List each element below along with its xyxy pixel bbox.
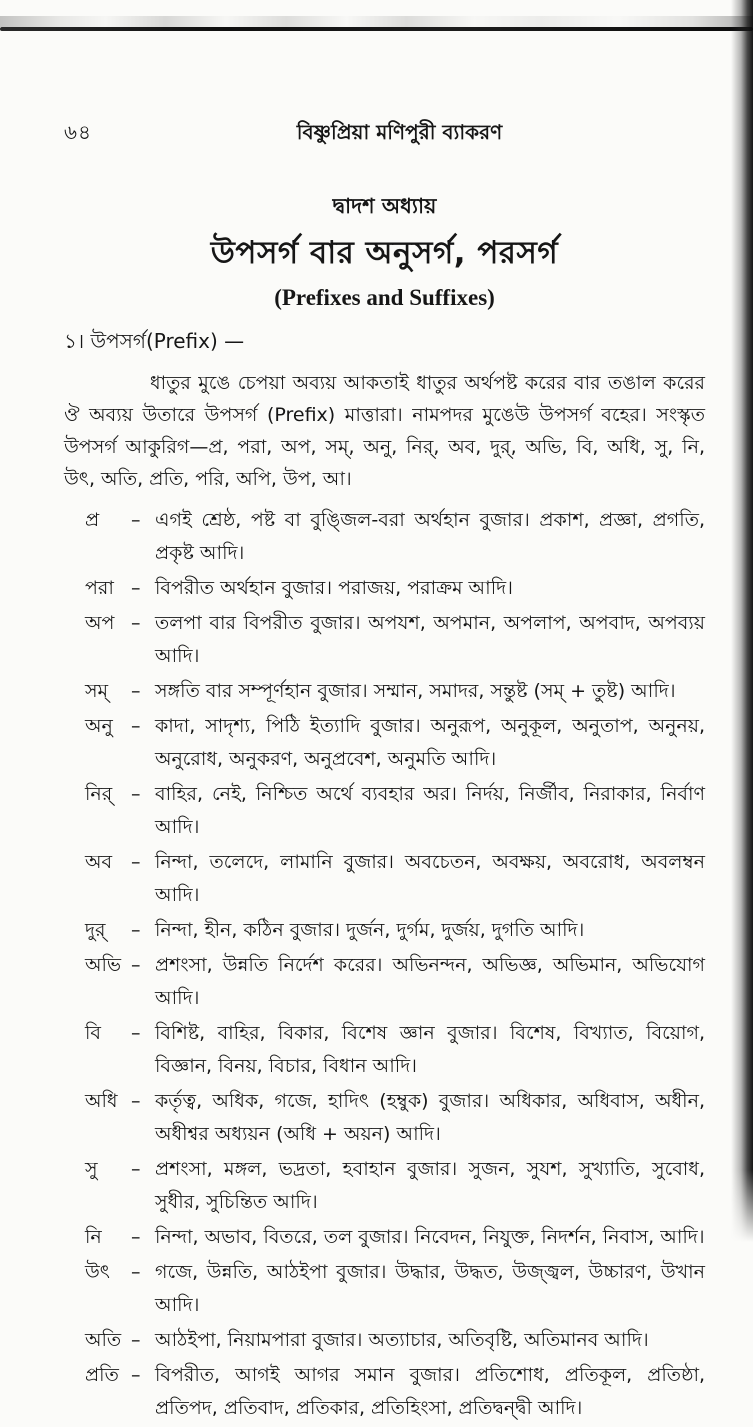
chapter-subtitle: (Prefixes and Suffixes) [274, 285, 495, 310]
dash-separator: – [131, 1090, 141, 1112]
prefix-definition: নিন্দা, হীন, কঠিন বুজার। দুর্জন, দুর্গম, দুর্জয়, দুগতি আদি। [155, 919, 585, 941]
prefix-term: প্রতি [85, 1364, 119, 1386]
prefix-entry [85, 778, 705, 844]
prefix-term: প্র [85, 509, 100, 531]
prefix-term: বি [85, 1022, 102, 1044]
prefix-definition: নিন্দা, অভাব, বিতরে, তল বুজার। নিবেদন, নিযুক্ত, নিদর্শন, নিবাস, আদি। [155, 1226, 705, 1248]
page-header [64, 118, 705, 152]
prefix-entry [85, 1085, 705, 1151]
chapter-title: উপসর্গ বার অনুসর্গ, পরসর্গ [210, 235, 559, 271]
prefix-definition: গজে, উন্নতি, আঠইপা বুজার। উদ্ধার, উদ্ধত, উজ্জ্বল, উচ্চারণ, উখান আদি। [155, 1261, 705, 1316]
prefix-entry [85, 914, 705, 947]
prefix-term: পরা [85, 577, 114, 599]
prefix-definition: বিশিষ্ট, বাহির, বিকার, বিশেষ জ্ঞান বুজার। বিশেষ, বিখ্যাত, বিয়োগ, বিজ্ঞান, বিনয়, বিচার, বিধান আদি। [155, 1022, 705, 1077]
chapter-kicker: দ্বাদশ অধ্যায় [332, 194, 437, 218]
dash-separator: – [131, 1364, 141, 1386]
prefix-entry [85, 675, 705, 708]
prefix-entry [85, 1153, 705, 1219]
prefix-definition: কর্তৃত্ব, অধিক, গজে, হাদিৎ (হম্বুক) বুজার। অধিকার, অধিবাস, অধীন, অধীশ্বর অধ্যয়ন (অধি + অয়ন) আদি। [155, 1090, 705, 1145]
page-body [64, 118, 705, 1427]
prefix-entry [85, 710, 705, 776]
prefix-term: উৎ [85, 1261, 110, 1283]
prefix-entry [85, 607, 705, 673]
dash-separator: – [131, 851, 141, 873]
dash-separator: – [131, 509, 141, 531]
prefix-list [85, 504, 705, 1425]
dash-separator: – [131, 783, 141, 805]
prefix-term: অব [85, 851, 113, 873]
running-head: বিষ্ণুপ্রিয়া মণিপুরী ব্যাকরণ [296, 120, 503, 144]
intro-paragraph: ধাতুর মুঙে চেপয়া অব্যয় আকতাই ধাতুর অর্থপষ্ট করের বার তঙাল করের ঔ অব্যয় উতারে উপসর্গ (Prefix) মাত্তারা। নামপদর মুঙেউ উপসর্গ বহের। সংস্কৃত উপসর্গ আকুরিগ—প্র, পরা, অপ, সম্, অনু, নির্, অব, দুর্, অভি, বি, অধি, সু, নি, উৎ, অতি, প্রতি, পরি, অপি, উপ, আ। [64, 372, 705, 490]
prefix-definition: বাহির, নেই, নিশ্চিত অর্থে ব্যবহার অর। নির্দয়, নির্জীব, নিরাকার, নির্বাণ আদি। [155, 783, 705, 838]
prefix-definition: প্রশংসা, মঙ্গল, ভদ্রতা, হবাহান বুজার। সুজন, সুযশ, সুখ্যাতি, সুবোধ, সুধীর, সুচিন্তিত আদি। [155, 1158, 705, 1213]
prefix-term: অধি [85, 1090, 118, 1112]
prefix-definition: আঠইপা, নিয়ামপারা বুজার। অত্যাচার, অতিবৃষ্টি, অতিমানব আদি। [155, 1329, 649, 1351]
prefix-entry [85, 572, 705, 605]
prefix-term: অপ [85, 612, 115, 634]
prefix-entry [85, 1359, 705, 1425]
prefix-definition: সঙ্গতি বার সম্পূর্ণহান বুজার। সম্মান, সমাদর, সন্তুষ্ট (সম্ + তুষ্ট) আদি। [155, 680, 676, 702]
prefix-term: নি [85, 1226, 102, 1248]
scan-edge-smudge [0, 16, 753, 27]
prefix-definition: বিপরীত, আগই আগর সমান বুজার। প্রতিশোধ, প্রতিকূল, প্রতিষ্ঠা, প্রতিপদ, প্রতিবাদ, প্রতিকার, প্রতিহিংসা, প্রতিদ্বন্দ্বী আদি। [155, 1364, 705, 1419]
dash-separator: – [131, 954, 141, 976]
dash-separator: – [131, 1329, 141, 1351]
prefix-term: নির্ [85, 783, 113, 805]
prefix-term: দুর্ [85, 919, 106, 941]
dash-separator: – [131, 1022, 141, 1044]
dash-separator: – [131, 1226, 141, 1248]
book-spine-shadow [731, 0, 753, 1245]
prefix-entry [85, 1221, 705, 1254]
dash-separator: – [131, 577, 141, 599]
page-number: ৬৪ [64, 120, 92, 144]
prefix-definition: কাদা, সাদৃশ্য, পিঠি ইত্যাদি বুজার। অনুরূপ, অনুকূল, অনুতাপ, অনুনয়, অনুরোধ, অনুকরণ, অনুপ্রবেশ, অনুমতি আদি। [155, 715, 705, 770]
prefix-term: সম্ [85, 680, 109, 702]
prefix-entry [85, 1256, 705, 1322]
dash-separator: – [131, 1261, 141, 1283]
dash-separator: – [131, 680, 141, 702]
prefix-entry [85, 504, 705, 570]
dash-separator: – [131, 1158, 141, 1180]
section-heading: ১। উপসর্গ(Prefix) — [64, 329, 245, 353]
prefix-entry [85, 846, 705, 912]
dash-separator: – [131, 715, 141, 737]
prefix-definition: নিন্দা, তলেদে, লামানি বুজার। অবচেতন, অবক্ষয়, অবরোধ, অবলম্বন আদি। [155, 851, 705, 906]
prefix-term: অতি [85, 1329, 122, 1351]
scan-top-rule [0, 27, 753, 31]
prefix-term: অভি [85, 954, 122, 976]
prefix-entry [85, 1324, 705, 1357]
prefix-definition: এগই শ্রেষ্ঠ, পষ্ট বা বুঙ্জিল-বরা অর্থহান বুজার। প্রকাশ, প্রজ্ঞা, প্রগতি, প্রকৃষ্ট আদি। [155, 509, 705, 564]
spine-shadow-fade [729, 1170, 753, 1250]
prefix-term: অনু [85, 715, 113, 737]
prefix-entry [85, 949, 705, 1015]
prefix-definition: প্রশংসা, উন্নতি নির্দেশ করের। অভিনন্দন, অভিজ্ঞ, অভিমান, অভিযোগ আদি। [155, 954, 705, 1009]
dash-separator: – [131, 612, 141, 634]
prefix-definition: তলপা বার বিপরীত বুজার। অপযশ, অপমান, অপলাপ, অপবাদ, অপব্যয় আদি। [155, 612, 705, 667]
dash-separator: – [131, 919, 141, 941]
prefix-definition: বিপরীত অর্থহান বুজার। পরাজয়, পরাক্রম আদি। [155, 577, 513, 599]
prefix-entry [85, 1017, 705, 1083]
prefix-term: সু [85, 1158, 98, 1180]
